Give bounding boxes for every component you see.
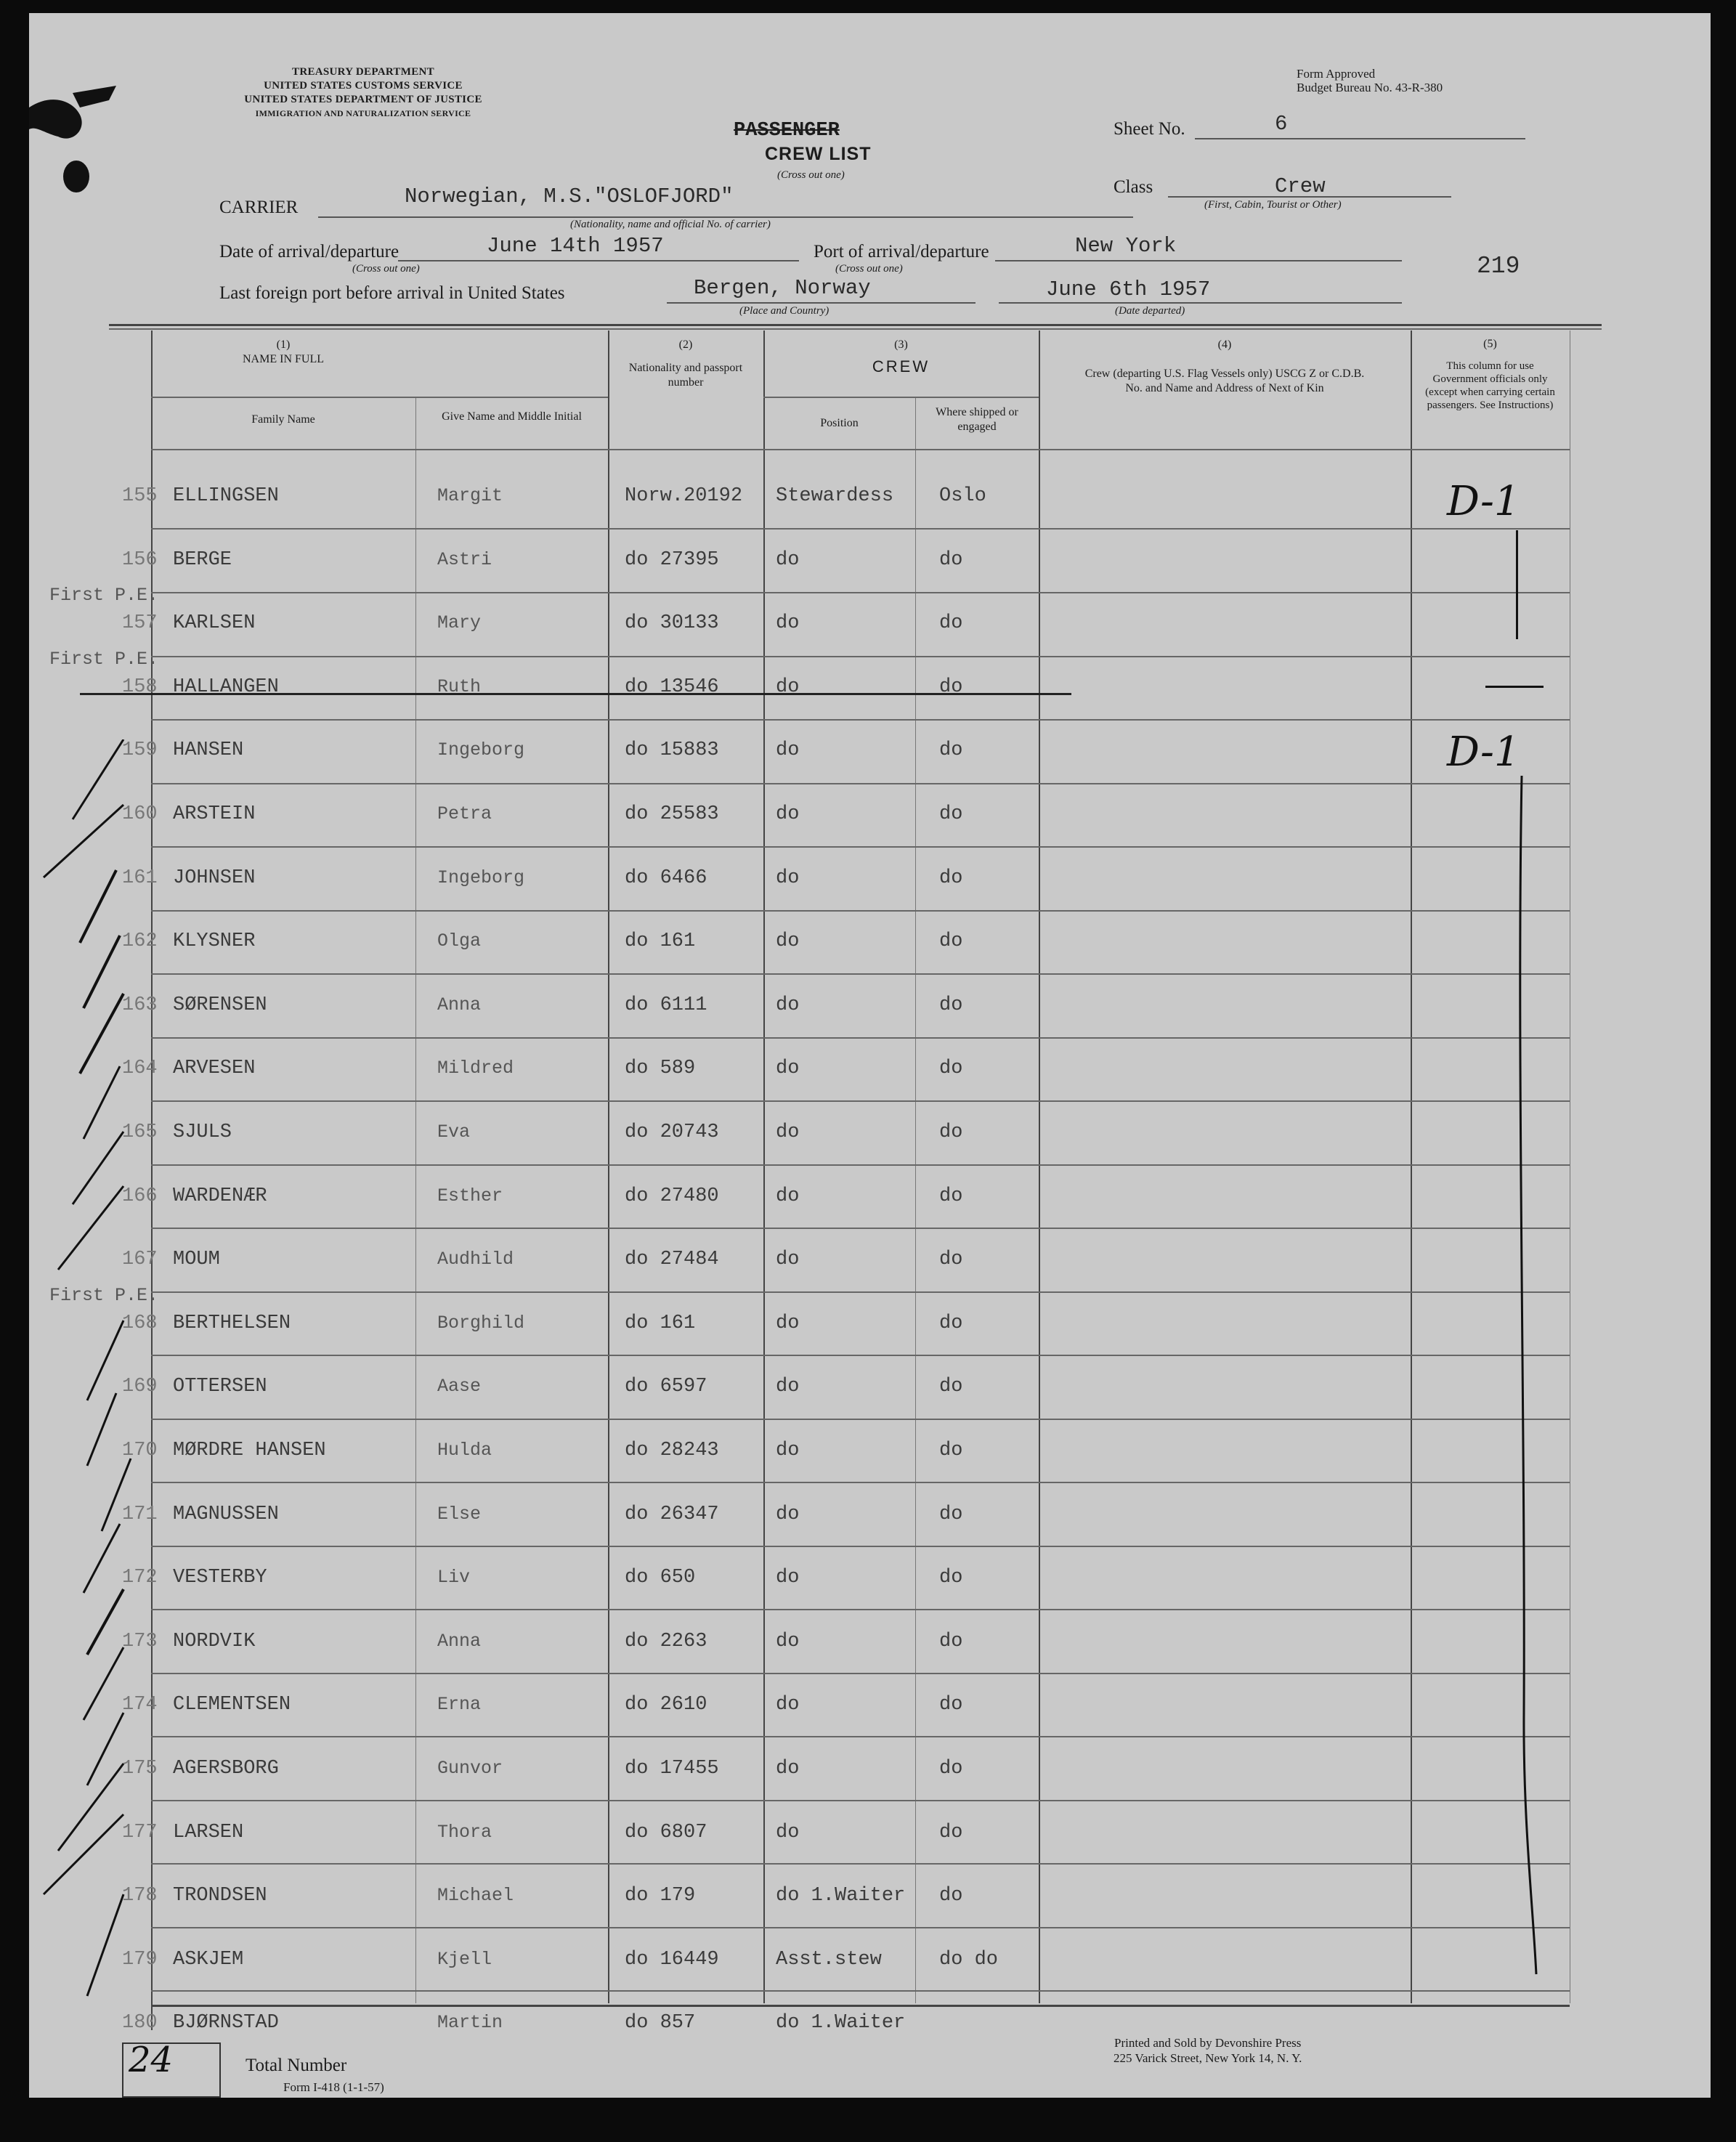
- passport-cell: do 2610: [625, 1694, 707, 1716]
- position-cell: do: [776, 930, 800, 953]
- given-name-cell: Astri: [437, 548, 492, 570]
- row-line: [151, 592, 1570, 593]
- family-name-cell: KARLSEN: [173, 612, 256, 635]
- row-line: [151, 1990, 1570, 1992]
- position-cell: do: [776, 1249, 800, 1271]
- row-strike-line: [80, 693, 1071, 695]
- class-value: Crew: [1275, 174, 1326, 198]
- col1-title: NAME IN FULL: [243, 353, 324, 365]
- bracket-line-second: [1496, 768, 1554, 1989]
- total-label: Total Number: [246, 2056, 347, 2075]
- where-cell: do: [939, 1758, 963, 1780]
- family-name-cell: JOHNSEN: [173, 867, 256, 889]
- port-value: New York: [1075, 234, 1177, 258]
- position-cell: do: [776, 994, 800, 1016]
- given-name-cell: Thora: [437, 1821, 492, 1843]
- row-line-number: 174: [122, 1694, 158, 1716]
- given-name-cell: Else: [437, 1503, 482, 1525]
- port-line: [995, 260, 1402, 261]
- dept-line-customs: UNITED STATES CUSTOMS SERVICE: [264, 80, 463, 92]
- dept-line-ins: IMMIGRATION AND NATURALIZATION SERVICE: [255, 108, 471, 118]
- carrier-label: CARRIER: [219, 198, 299, 217]
- where-cell: do: [939, 1121, 963, 1143]
- date-label: Date of arrival/departure: [219, 242, 399, 261]
- row-line: [151, 528, 1570, 530]
- family-name-cell: ARSTEIN: [173, 803, 256, 825]
- family-name-cell: VESTERBY: [173, 1567, 267, 1589]
- passport-cell: do 857: [625, 2012, 696, 2035]
- date-departed-value: June 6th 1957: [1046, 277, 1211, 301]
- position-cell: do: [776, 1567, 800, 1589]
- date-cross-note: (Cross out one): [352, 263, 420, 275]
- row-line-number: 173: [122, 1630, 158, 1652]
- family-name-cell: BJØRNSTAD: [173, 2012, 279, 2035]
- family-name-cell: NORDVIK: [173, 1630, 256, 1652]
- position-cell: do: [776, 1376, 800, 1398]
- row-line-number: 179: [122, 1948, 158, 1971]
- where-cell: do: [939, 1440, 963, 1461]
- department-header: [196, 65, 530, 121]
- form-approved-block: [1297, 67, 1443, 94]
- printer-name: Printed and Sold by Devonshire Press: [1114, 2036, 1302, 2050]
- ink-blot-icon: [29, 86, 123, 216]
- row-line-number: 178: [122, 1885, 158, 1907]
- row-line: [151, 1800, 1570, 1801]
- col2-title: Nationality and passport number: [628, 362, 743, 389]
- col-line-3: [763, 330, 765, 2003]
- col-line-2: [608, 330, 609, 2003]
- where-cell: do: [939, 1185, 963, 1207]
- row-line: [151, 846, 1570, 848]
- row-line: [151, 1164, 1570, 1166]
- form-approved: Form Approved: [1297, 67, 1376, 81]
- given-name-cell: Esther: [437, 1185, 503, 1206]
- row-line-number: 159: [122, 739, 158, 762]
- family-name-cell: OTTERSEN: [173, 1376, 267, 1398]
- row-line: [151, 973, 1570, 975]
- page-number: 219: [1477, 253, 1520, 280]
- row-line: [151, 910, 1570, 912]
- family-name-cell: ELLINGSEN: [173, 485, 279, 507]
- row-line-number: 160: [122, 803, 158, 825]
- position-cell: do: [776, 739, 800, 762]
- sheet-number: 6: [1275, 112, 1288, 136]
- col-line-given: [415, 397, 416, 2003]
- row-line-number: 165: [122, 1121, 158, 1143]
- position-cell: do: [776, 1758, 800, 1780]
- where-cell: do: [939, 994, 963, 1016]
- given-name-cell: Ingeborg: [437, 739, 525, 761]
- family-name-cell: MØRDRE HANSEN: [173, 1440, 326, 1461]
- header-rule-bottom: [109, 328, 1602, 330]
- col4-heading: [1039, 338, 1411, 396]
- given-name-cell: Liv: [437, 1567, 471, 1589]
- passport-cell: do 589: [625, 1058, 696, 1080]
- given-name-cell: Margit: [437, 485, 503, 506]
- carrier-line: [318, 216, 1133, 218]
- row-line: [151, 1736, 1570, 1737]
- sheet-line: [1195, 138, 1525, 139]
- given-name-cell: Mary: [437, 612, 482, 634]
- passport-cell: do 30133: [625, 612, 719, 635]
- family-name-cell: HALLANGEN: [173, 676, 279, 698]
- passport-cell: do 2263: [625, 1630, 707, 1652]
- row-line: [151, 1355, 1570, 1356]
- family-name-cell: ARVESEN: [173, 1058, 256, 1080]
- position-cell: do: [776, 867, 800, 889]
- col3-title: CREW: [872, 357, 930, 376]
- bracket-line-first: [1516, 530, 1518, 639]
- row-line-number: 169: [122, 1376, 158, 1398]
- where-cell: do: [939, 1821, 963, 1843]
- given-name-cell: Eva: [437, 1121, 471, 1143]
- family-name-cell: LARSEN: [173, 1821, 244, 1843]
- row-line: [151, 1673, 1570, 1674]
- passport-cell: do 6597: [625, 1376, 707, 1398]
- row-line: [151, 1100, 1570, 1102]
- first-pe-note: First P.E.: [49, 648, 159, 670]
- family-name-cell: MAGNUSSEN: [173, 1503, 279, 1525]
- crew-list-form: [29, 13, 1711, 2098]
- passport-cell: do 179: [625, 1885, 696, 1907]
- dept-line-justice: UNITED STATES DEPARTMENT OF JUSTICE: [244, 94, 482, 105]
- passport-cell: do 13546: [625, 676, 719, 698]
- given-name-cell: Aase: [437, 1376, 482, 1397]
- date-line: [398, 260, 799, 261]
- row-line: [151, 1609, 1570, 1610]
- row-line-number: 155: [122, 485, 158, 507]
- passport-cell: do 6807: [625, 1821, 707, 1843]
- row-line-number: 170: [122, 1440, 158, 1461]
- last-port-value: Bergen, Norway: [694, 276, 871, 300]
- passport-cell: do 26347: [625, 1503, 719, 1525]
- where-cell: do: [939, 930, 963, 953]
- row-line: [151, 1546, 1570, 1547]
- position-cell: do: [776, 1821, 800, 1843]
- row-line-number: 162: [122, 930, 158, 953]
- row-line-number: 167: [122, 1249, 158, 1271]
- given-name-cell: Ingeborg: [437, 867, 525, 888]
- passport-cell: do 650: [625, 1567, 696, 1589]
- tally-check-marks: [29, 739, 153, 2083]
- family-name-cell: AGERSBORG: [173, 1758, 279, 1780]
- carrier-note: (Nationality, name and official No. of carrier): [570, 219, 771, 230]
- row-line: [151, 1863, 1570, 1865]
- given-name-cell: Martin: [437, 2012, 503, 2034]
- position-cell: do: [776, 1503, 800, 1525]
- family-name-cell: BERGE: [173, 548, 232, 571]
- position-cell: do: [776, 612, 800, 635]
- family-name-cell: BERTHELSEN: [173, 1312, 291, 1334]
- printer-block: [1114, 2035, 1302, 2066]
- family-name-cell: KLYSNER: [173, 930, 256, 953]
- row-line-number: 168: [122, 1312, 158, 1334]
- passport-cell: do 27484: [625, 1249, 719, 1271]
- given-name-cell: Hulda: [437, 1440, 492, 1461]
- row-line-number: 163: [122, 994, 158, 1016]
- row-line: [151, 1482, 1570, 1483]
- passport-cell: do 17455: [625, 1758, 719, 1780]
- position-cell: Stewardess: [776, 485, 894, 507]
- cross-out-note: (Cross out one): [777, 169, 845, 181]
- col2-heading: [608, 338, 763, 390]
- where-cell: do: [939, 1885, 963, 1907]
- position-cell: do: [776, 803, 800, 825]
- where-cell: do: [939, 1312, 963, 1334]
- given-name-cell: Olga: [437, 930, 482, 952]
- carrier-value: Norwegian, M.S."OSLOFJORD": [405, 184, 734, 208]
- row-line: [151, 1037, 1570, 1039]
- given-name-cell: Erna: [437, 1694, 482, 1716]
- col3-number: (3): [894, 338, 908, 351]
- last-port-note: (Place and Country): [739, 305, 830, 317]
- passport-cell: do 6466: [625, 867, 707, 889]
- row-line: [151, 656, 1570, 657]
- row-line-number: 161: [122, 867, 158, 889]
- budget-bureau: Budget Bureau No. 43-R-380: [1297, 81, 1443, 94]
- header-rule-top: [109, 324, 1602, 326]
- passport-cell: do 6111: [625, 994, 707, 1016]
- given-name-cell: Michael: [437, 1885, 514, 1907]
- row-line: [151, 1927, 1570, 1928]
- row-line: [151, 783, 1570, 784]
- row-line-number: 175: [122, 1758, 158, 1780]
- dept-line-treasury: TREASURY DEPARTMENT: [292, 66, 434, 78]
- row-line-number: 156: [122, 548, 158, 571]
- d1-annotation-second: D-1: [1447, 729, 1520, 776]
- col-line-5: [1411, 330, 1412, 2003]
- class-label: Class: [1114, 177, 1153, 197]
- sheet-label: Sheet No.: [1114, 119, 1185, 139]
- list-type-struck: PASSENGER: [734, 120, 840, 142]
- col5-number: (5): [1483, 338, 1497, 350]
- position-cell: do: [776, 1694, 800, 1716]
- head-bottom-line: [151, 449, 1570, 450]
- col4-title: Crew (departing U.S. Flag Vessels only) USCG Z or C.D.B. No. and Name and Address of Next of Kin: [1084, 368, 1365, 394]
- row-line-number: 172: [122, 1567, 158, 1589]
- date-departed-note: (Date departed): [1115, 305, 1185, 317]
- col2-number: (2): [678, 338, 693, 351]
- passport-cell: do 20743: [625, 1121, 719, 1143]
- given-name-cell: Anna: [437, 1630, 482, 1652]
- position-heading: Position: [820, 417, 859, 429]
- where-cell: do do: [939, 1948, 999, 1971]
- family-name-cell: ASKJEM: [173, 1948, 244, 1971]
- where-cell: do: [939, 1376, 963, 1398]
- d1-annotation-first: D-1: [1447, 478, 1520, 525]
- row-line-number: 158: [122, 676, 158, 698]
- position-cell: do: [776, 1312, 800, 1334]
- where-cell: do: [939, 1503, 963, 1525]
- family-name-cell: SØRENSEN: [173, 994, 267, 1016]
- where-cell: do: [939, 612, 963, 635]
- row-line: [151, 719, 1570, 721]
- where-cell: do: [939, 803, 963, 825]
- class-note: (First, Cabin, Tourist or Other): [1204, 199, 1342, 211]
- printer-address: 225 Varick Street, New York 14, N. Y.: [1114, 2051, 1302, 2065]
- where-cell: do: [939, 1249, 963, 1271]
- port-cross-note: (Cross out one): [835, 263, 903, 275]
- col1-heading: [151, 338, 415, 367]
- where-heading: Where shipped or engaged: [936, 406, 1018, 433]
- position-cell: do: [776, 676, 800, 698]
- where-cell: do: [939, 548, 963, 571]
- given-name-cell: Petra: [437, 803, 492, 824]
- row-line-number: 164: [122, 1058, 158, 1080]
- position-cell: do: [776, 548, 800, 571]
- col5-heading: [1411, 338, 1570, 412]
- given-name-heading: Give Name and Middle Initial: [442, 410, 582, 423]
- position-cell: do: [776, 1121, 800, 1143]
- where-cell: do: [939, 1058, 963, 1080]
- row-line-number: 180: [122, 2012, 158, 2035]
- passport-cell: do 161: [625, 1312, 696, 1334]
- passport-cell: do 25583: [625, 803, 719, 825]
- bracket-end-first: [1485, 686, 1544, 688]
- position-cell: do: [776, 1630, 800, 1652]
- family-name-cell: HANSEN: [173, 739, 244, 762]
- row-line: [151, 1419, 1570, 1420]
- where-cell: do: [939, 1694, 963, 1716]
- date-departed-line: [999, 302, 1402, 304]
- where-cell: Oslo: [939, 485, 986, 507]
- family-name-cell: WARDENÆR: [173, 1185, 267, 1207]
- row-line-number: 171: [122, 1503, 158, 1525]
- date-value: June 14th 1957: [487, 234, 664, 258]
- passport-cell: do 15883: [625, 739, 719, 762]
- last-port-label: Last foreign port before arrival in United States: [219, 283, 565, 303]
- port-label: Port of arrival/departure: [814, 242, 989, 261]
- given-name-cell: Ruth: [437, 676, 482, 697]
- col5-title: This column for use Government officials only (except when carrying certain passengers. See Instructions): [1425, 360, 1555, 411]
- head-subline-1: [151, 397, 608, 398]
- total-handwritten: 24: [129, 2040, 174, 2080]
- given-name-cell: Anna: [437, 994, 482, 1015]
- form-number: Form I-418 (1-1-57): [283, 2080, 384, 2094]
- family-name-cell: TRONDSEN: [173, 1885, 267, 1907]
- row-line-number: 157: [122, 612, 158, 635]
- passport-cell: Norw.20192: [625, 485, 743, 507]
- family-name-heading: Family Name: [251, 413, 315, 426]
- where-cell: do: [939, 867, 963, 889]
- table-bottom-line: [151, 2005, 1570, 2007]
- row-line-number: 177: [122, 1821, 158, 1843]
- where-cell: do: [939, 739, 963, 762]
- col1-number: (1): [276, 338, 291, 351]
- col4-number: (4): [1217, 338, 1232, 351]
- last-port-line: [667, 302, 976, 304]
- position-cell: do: [776, 1440, 800, 1461]
- where-cell: do: [939, 1630, 963, 1652]
- position-cell: do: [776, 1185, 800, 1207]
- passport-cell: do 27480: [625, 1185, 719, 1207]
- row-line: [151, 1291, 1570, 1293]
- family-name-cell: CLEMENTSEN: [173, 1694, 291, 1716]
- col-line-4: [1039, 330, 1040, 2003]
- family-name-cell: SJULS: [173, 1121, 232, 1143]
- position-cell: do 1.Waiter: [776, 1885, 906, 1907]
- family-name-cell: MOUM: [173, 1249, 220, 1271]
- passport-cell: do 161: [625, 930, 696, 953]
- position-cell: do 1.Waiter: [776, 2012, 906, 2035]
- col3-heading: [763, 338, 1039, 374]
- given-name-cell: Audhild: [437, 1249, 514, 1270]
- row-line-number: 166: [122, 1185, 158, 1207]
- where-cell: do: [939, 676, 963, 698]
- row-line: [151, 1228, 1570, 1229]
- head-subline-3: [763, 397, 1039, 398]
- passport-cell: do 16449: [625, 1948, 719, 1971]
- given-name-cell: Borghild: [437, 1312, 525, 1334]
- first-pe-note: First P.E.: [49, 585, 159, 607]
- list-type: CREW LIST: [765, 144, 872, 164]
- passport-cell: do 27395: [625, 548, 719, 571]
- where-cell: do: [939, 1567, 963, 1589]
- col-line-where: [915, 397, 916, 2003]
- passport-cell: do 28243: [625, 1440, 719, 1461]
- position-cell: Asst.stew: [776, 1948, 882, 1971]
- given-name-cell: Kjell: [437, 1948, 492, 1970]
- given-name-cell: Gunvor: [437, 1758, 503, 1779]
- given-name-cell: Mildred: [437, 1058, 514, 1079]
- position-cell: do: [776, 1058, 800, 1080]
- first-pe-note: First P.E.: [49, 1284, 159, 1306]
